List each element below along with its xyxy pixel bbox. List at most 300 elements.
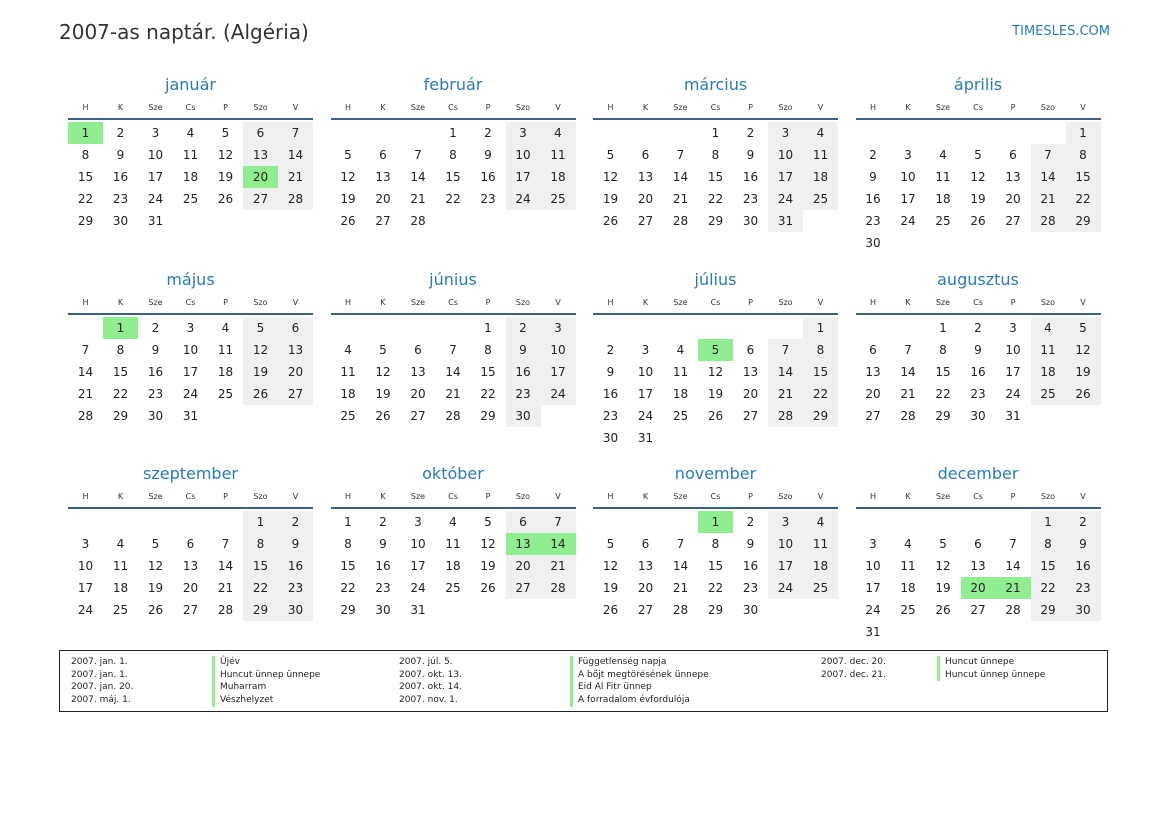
day-cell: 22 [243, 577, 278, 599]
weekday-label: Sze [935, 492, 951, 501]
day-cell: 25 [541, 188, 576, 210]
day-cell: 15 [445, 170, 461, 184]
empty-cell [856, 511, 891, 533]
legend-dates-2 [399, 656, 462, 707]
day-cell: 16 [112, 170, 129, 184]
day-grid [68, 315, 313, 427]
day-cell: 12 [970, 170, 986, 184]
day-cell: 17 [865, 581, 881, 595]
weekday-label: Szo [253, 297, 268, 307]
weekday-label: Szo [1040, 297, 1056, 307]
day-cell: 30 [1066, 599, 1101, 621]
day-cell: 31 [147, 214, 164, 228]
weekday-label: Sze [673, 103, 688, 112]
empty-cell [856, 317, 891, 339]
day-cell: 10 [865, 559, 881, 573]
legend-date: 2007. dec. 20. [821, 657, 886, 667]
holiday-day-cell: 1 [103, 317, 138, 339]
month-name: február [423, 75, 483, 94]
weekday-label: V [292, 492, 299, 501]
day-cell: 22 [935, 386, 951, 401]
day-cell: 4 [221, 320, 230, 335]
empty-cell [331, 317, 366, 339]
empty-cell [733, 317, 768, 339]
day-cell: 26 [707, 408, 724, 423]
weekday-label: K [642, 297, 649, 307]
day-cell: 25 [445, 581, 461, 595]
legend-date: 2007. jan. 1. [71, 657, 128, 667]
day-cell: 11 [217, 342, 234, 357]
day-cell: 5 [151, 537, 160, 551]
weekday-label: H [82, 492, 89, 501]
day-cell: 16 [742, 559, 759, 573]
weekday-label: Sze [935, 297, 951, 307]
day-cell: 3 [414, 515, 422, 529]
day-cell: 15 [480, 364, 496, 379]
day-cell: 2 [746, 126, 755, 140]
day-cell: 29 [243, 599, 278, 621]
weekday-label: K [905, 492, 911, 501]
empty-cell [891, 317, 926, 339]
day-cell: 3 [768, 511, 803, 533]
empty-cell [103, 511, 138, 533]
day-cell: 30 [742, 603, 759, 617]
day-cell: 29 [480, 408, 496, 423]
day-cell: 22 [480, 386, 496, 401]
day-cell: 18 [340, 386, 356, 401]
day-cell: 23 [742, 192, 759, 206]
day-cell: 4 [803, 511, 838, 533]
day-cell: 13 [182, 559, 199, 573]
day-cell: 5 [221, 126, 230, 140]
day-cell: 14 [900, 364, 916, 379]
day-cell: 30 [278, 599, 313, 621]
empty-cell [208, 511, 243, 533]
month-10 [331, 461, 576, 656]
day-cell: 12 [340, 170, 356, 184]
day-cell: 15 [77, 170, 94, 184]
day-cell: 23 [1066, 577, 1101, 599]
holiday-day-cell: 20 [961, 577, 996, 599]
day-cell: 7 [414, 148, 422, 162]
weekday-label: P [1010, 297, 1016, 307]
day-cell: 25 [340, 408, 356, 423]
weekday-label: Cs [448, 492, 458, 501]
weekday-label: Szo [515, 297, 531, 307]
day-cell: 26 [217, 192, 234, 206]
holiday-day-cell: 14 [541, 533, 576, 555]
holiday-day-cell: 1 [698, 511, 733, 533]
day-cell: 25 [672, 408, 689, 423]
day-cell: 11 [900, 559, 916, 573]
day-cell: 14 [1031, 166, 1066, 188]
day-cell: 18 [217, 364, 234, 379]
day-cell: 29 [1031, 599, 1066, 621]
day-cell: 15 [112, 364, 129, 379]
empty-cell [593, 511, 628, 533]
day-cell: 29 [707, 603, 724, 617]
day-cell: 21 [541, 555, 576, 577]
month-3 [593, 72, 838, 267]
day-cell: 16 [742, 170, 759, 184]
day-cell: 27 [637, 603, 654, 617]
day-cell: 3 [1009, 320, 1017, 335]
day-cell: 6 [1009, 148, 1017, 162]
weekday-label: Szo [253, 492, 268, 501]
day-cell: 27 [243, 188, 278, 210]
day-cell: 23 [742, 581, 759, 595]
day-cell: 7 [676, 148, 685, 162]
day-cell: 11 [112, 559, 129, 573]
day-cell: 1 [711, 126, 720, 140]
day-cell: 28 [217, 603, 234, 617]
day-cell: 20 [1005, 192, 1021, 206]
site-link[interactable]: TIMESLES.COM [1012, 24, 1110, 39]
day-cell: 11 [672, 364, 689, 379]
day-cell: 15 [1066, 166, 1101, 188]
day-cell: 25 [900, 603, 916, 617]
day-cell: 20 [865, 386, 881, 401]
day-cell: 28 [1031, 210, 1066, 232]
empty-cell [401, 122, 436, 144]
legend-holiday-name: Újév [212, 656, 320, 669]
day-cell: 17 [541, 361, 576, 383]
day-cell: 22 [1066, 188, 1101, 210]
day-cell: 28 [768, 405, 803, 427]
weekday-label: P [223, 492, 228, 501]
day-cell: 31 [182, 408, 199, 423]
day-grid [856, 509, 1101, 643]
weekday-label: V [555, 297, 561, 307]
day-cell: 6 [641, 148, 650, 162]
month-name: szeptember [142, 464, 238, 483]
day-cell: 24 [865, 603, 881, 617]
weekday-label: Sze [148, 297, 163, 307]
legend-names-3 [937, 656, 1045, 681]
weekday-header [593, 98, 838, 120]
day-cell: 26 [970, 214, 986, 228]
day-cell: 8 [81, 148, 90, 162]
day-cell: 19 [602, 192, 619, 206]
weekday-label: K [905, 103, 911, 112]
weekday-label: P [485, 492, 491, 501]
day-cell: 12 [1066, 339, 1101, 361]
day-cell: 12 [243, 339, 278, 361]
weekday-label: Sze [935, 103, 951, 112]
day-cell: 6 [186, 537, 195, 551]
weekday-label: P [748, 297, 753, 307]
day-cell: 17 [506, 166, 541, 188]
weekday-label: H [869, 492, 876, 501]
day-cell: 9 [746, 148, 755, 162]
day-cell: 21 [768, 383, 803, 405]
holiday-day-cell: 21 [996, 577, 1031, 599]
day-cell: 4 [116, 537, 125, 551]
weekday-label: V [817, 297, 824, 307]
empty-cell [366, 122, 401, 144]
day-cell: 18 [445, 559, 461, 573]
weekday-label: Cs [710, 492, 721, 501]
weekday-label: V [817, 492, 824, 501]
day-cell: 28 [445, 408, 461, 423]
day-cell: 21 [217, 581, 234, 595]
day-cell: 5 [484, 515, 492, 529]
day-cell: 6 [379, 148, 387, 162]
day-cell: 4 [449, 515, 457, 529]
day-cell: 11 [1031, 339, 1066, 361]
day-cell: 10 [410, 537, 426, 551]
day-cell: 25 [217, 386, 234, 401]
day-cell: 12 [217, 148, 234, 162]
weekday-label: V [555, 103, 561, 112]
day-grid [593, 509, 838, 621]
weekday-label: Szo [1040, 103, 1056, 112]
weekday-label: K [642, 103, 649, 112]
weekday-label: Sze [410, 103, 426, 112]
day-cell: 2 [606, 342, 615, 357]
day-cell: 5 [243, 317, 278, 339]
day-cell: 17 [637, 386, 654, 401]
day-cell: 7 [81, 342, 90, 357]
day-cell: 21 [1031, 188, 1066, 210]
weekday-header [331, 98, 576, 120]
day-cell: 19 [375, 386, 391, 401]
day-cell: 26 [480, 581, 496, 595]
day-cell: 14 [77, 364, 94, 379]
weekday-label: Sze [673, 297, 688, 307]
weekday-label: H [344, 492, 351, 501]
day-cell: 12 [602, 559, 619, 573]
weekday-header [68, 487, 313, 509]
day-cell: 16 [506, 361, 541, 383]
day-cell: 18 [935, 192, 951, 206]
day-cell: 8 [939, 342, 947, 357]
day-cell: 2 [151, 320, 160, 335]
day-cell: 11 [803, 144, 838, 166]
holiday-day-cell: 20 [243, 166, 278, 188]
day-cell: 27 [182, 603, 199, 617]
day-cell: 10 [506, 144, 541, 166]
day-grid [593, 315, 838, 449]
day-cell: 30 [602, 430, 619, 445]
day-cell: 11 [803, 533, 838, 555]
day-cell: 26 [1066, 383, 1101, 405]
legend-holiday-name: Muharram [212, 681, 320, 694]
legend-date: 2007. jan. 20. [71, 682, 134, 693]
day-cell: 31 [1005, 408, 1021, 423]
day-cell: 8 [711, 148, 720, 162]
weekday-label: V [292, 103, 299, 112]
day-cell: 23 [278, 577, 313, 599]
day-cell: 8 [344, 537, 352, 551]
day-cell: 26 [243, 383, 278, 405]
day-cell: 2 [1066, 511, 1101, 533]
day-cell: 25 [1031, 383, 1066, 405]
day-cell: 3 [869, 537, 877, 551]
weekday-label: K [380, 492, 386, 501]
empty-cell [593, 317, 628, 339]
day-cell: 13 [637, 170, 654, 184]
day-cell: 28 [278, 188, 313, 210]
weekday-label: K [117, 492, 124, 501]
day-cell: 24 [1005, 386, 1021, 401]
empty-cell [628, 317, 663, 339]
weekday-label: Cs [710, 297, 721, 307]
legend-dates-1 [71, 656, 133, 707]
day-cell: 9 [484, 148, 492, 162]
month-5 [68, 267, 313, 462]
day-cell: 27 [1005, 214, 1021, 228]
day-cell: 19 [935, 581, 951, 595]
day-cell: 24 [506, 188, 541, 210]
day-cell: 21 [410, 192, 426, 206]
legend-dates-3 [821, 656, 886, 681]
day-cell: 5 [379, 342, 387, 357]
day-cell: 19 [340, 192, 356, 206]
day-cell: 13 [637, 559, 654, 573]
day-cell: 2 [506, 317, 541, 339]
day-cell: 13 [865, 364, 881, 379]
day-grid [331, 509, 576, 621]
weekday-label: P [223, 103, 228, 112]
weekday-label: H [607, 297, 614, 307]
weekday-label: H [344, 297, 351, 307]
day-cell: 5 [1066, 317, 1101, 339]
day-cell: 7 [449, 342, 457, 357]
day-cell: 8 [243, 533, 278, 555]
weekday-label: Cs [973, 492, 983, 501]
day-cell: 18 [182, 170, 199, 184]
weekday-label: Sze [148, 492, 163, 501]
day-cell: 8 [449, 148, 457, 162]
weekday-label: Szo [778, 103, 793, 112]
legend-holiday-name: Huncut ünnepe [937, 656, 1045, 669]
day-cell: 12 [935, 559, 951, 573]
day-cell: 28 [77, 408, 94, 423]
empty-cell [628, 122, 663, 144]
day-cell: 15 [340, 559, 356, 573]
day-cell: 24 [768, 188, 803, 210]
weekday-label: H [607, 492, 614, 501]
empty-cell [768, 317, 803, 339]
day-cell: 24 [768, 577, 803, 599]
empty-cell [663, 317, 698, 339]
day-cell: 30 [742, 214, 759, 228]
empty-cell [173, 511, 208, 533]
weekday-label: Szo [778, 297, 793, 307]
weekday-label: H [344, 103, 351, 112]
day-cell: 8 [711, 537, 720, 551]
day-cell: 13 [410, 364, 426, 379]
holiday-day-cell: 5 [698, 339, 733, 361]
month-2 [331, 72, 576, 267]
day-cell: 24 [410, 581, 426, 595]
weekday-label: Szo [253, 103, 268, 112]
day-cell: 5 [939, 537, 947, 551]
day-cell: 26 [935, 603, 951, 617]
day-cell: 1 [449, 126, 457, 140]
day-cell: 11 [445, 537, 461, 551]
day-cell: 30 [112, 214, 129, 228]
day-cell: 25 [112, 603, 129, 617]
day-cell: 26 [602, 603, 619, 617]
day-cell: 29 [707, 214, 724, 228]
legend-date: 2007. júl. 5. [399, 657, 453, 667]
day-cell: 15 [707, 559, 724, 573]
holiday-day-cell: 13 [506, 533, 541, 555]
day-cell: 30 [147, 408, 164, 423]
day-grid [593, 120, 838, 232]
day-cell: 11 [541, 144, 576, 166]
day-cell: 23 [970, 386, 986, 401]
day-cell: 6 [746, 342, 755, 357]
day-cell: 16 [970, 364, 986, 379]
weekday-label: Cs [973, 297, 983, 307]
legend-names-2 [570, 656, 709, 707]
day-cell: 19 [217, 170, 234, 184]
day-cell: 2 [746, 515, 755, 529]
day-cell: 28 [672, 603, 689, 617]
day-cell: 24 [637, 408, 654, 423]
day-cell: 10 [768, 144, 803, 166]
day-cell: 24 [77, 603, 94, 617]
day-cell: 25 [803, 188, 838, 210]
holiday-legend [59, 650, 1108, 712]
legend-date: 2007. nov. 1. [399, 695, 458, 706]
day-cell: 6 [506, 511, 541, 533]
weekday-label: Cs [185, 492, 196, 501]
day-cell: 15 [935, 364, 951, 379]
month-name: június [429, 269, 477, 289]
day-cell: 28 [1005, 603, 1021, 617]
day-cell: 22 [707, 581, 724, 595]
day-cell: 17 [900, 192, 916, 206]
month-name: október [422, 464, 484, 483]
day-cell: 11 [935, 170, 951, 184]
month-6 [331, 267, 576, 462]
month-1 [68, 72, 313, 267]
weekday-label: Sze [148, 103, 163, 112]
day-cell: 4 [676, 342, 685, 357]
day-cell: 3 [768, 122, 803, 144]
day-cell: 20 [278, 361, 313, 383]
weekday-label: Cs [710, 103, 721, 112]
day-cell: 19 [602, 581, 619, 595]
empty-cell [628, 511, 663, 533]
day-cell: 6 [278, 317, 313, 339]
weekday-label: V [555, 492, 561, 501]
day-cell: 22 [77, 192, 94, 206]
day-cell: 13 [1005, 170, 1021, 184]
weekday-label: K [380, 103, 386, 112]
day-cell: 23 [506, 383, 541, 405]
weekday-header [593, 487, 838, 509]
day-cell: 1 [484, 320, 492, 335]
day-cell: 2 [484, 126, 492, 140]
day-cell: 7 [541, 511, 576, 533]
day-cell: 19 [1066, 361, 1101, 383]
day-cell: 28 [672, 214, 689, 228]
empty-cell [401, 317, 436, 339]
day-cell: 16 [602, 386, 619, 401]
month-name: január [165, 75, 216, 94]
day-cell: 9 [278, 533, 313, 555]
weekday-label: Cs [973, 103, 983, 112]
day-grid [68, 509, 313, 621]
day-cell: 8 [1031, 533, 1066, 555]
months-grid [68, 72, 1101, 656]
legend-date: 2007. okt. 13. [399, 669, 462, 680]
